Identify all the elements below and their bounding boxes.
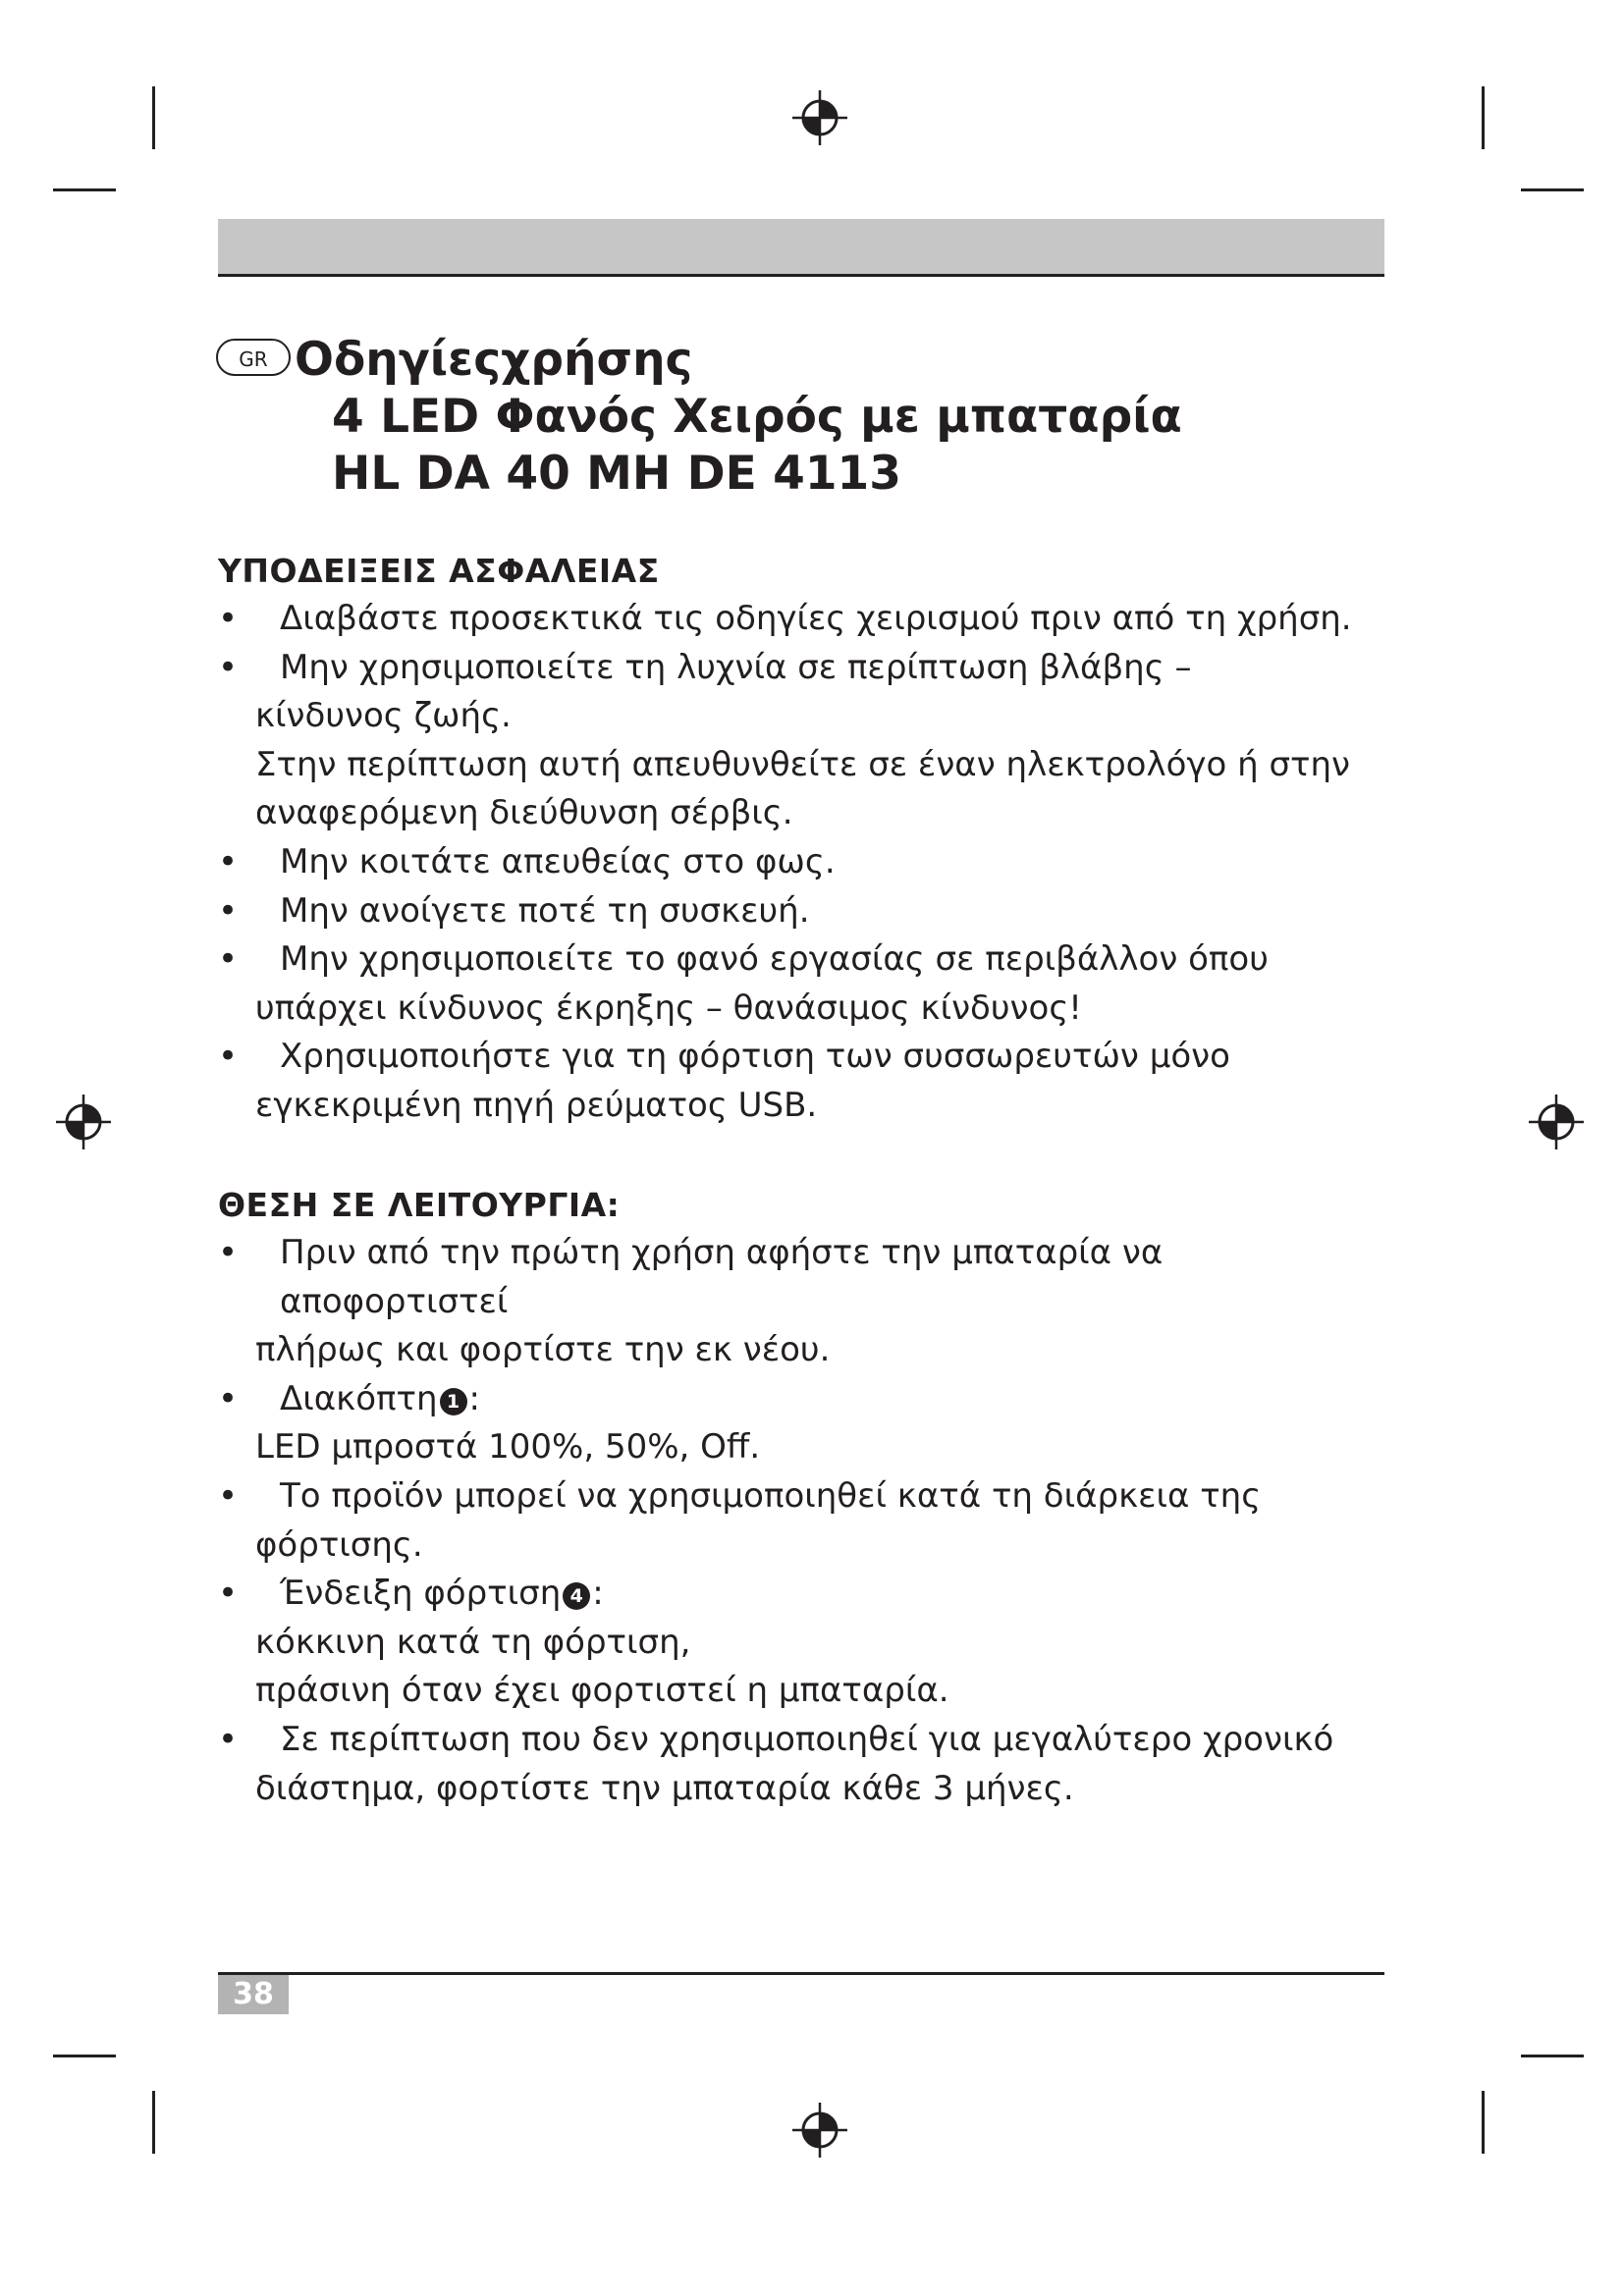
- safety-section: [218, 548, 1396, 1131]
- list-item-text: [255, 1716, 1396, 1765]
- title-line-1: [216, 332, 1394, 389]
- list-item: [218, 644, 1396, 838]
- list-item: [218, 838, 1396, 887]
- item-suffix: :: [468, 1378, 480, 1418]
- crop-mark-bottom-right-horizontal: [1521, 2055, 1584, 2057]
- item-continuation-line: αναφερόμενη διεύθυνση σέρβις.: [255, 793, 793, 833]
- registration-mark-left-icon: [54, 1093, 113, 1151]
- title-text-1: Οδηγίεςχρήσης: [295, 333, 693, 387]
- item-continuation-line: πλήρως και φορτίστε την εκ νέου.: [255, 1330, 831, 1370]
- operation-list: [218, 1229, 1396, 1813]
- crop-mark-top-right-vertical: [1482, 86, 1485, 149]
- item-main-text: Μην κοιτάτε απευθείας στο φως.: [280, 841, 836, 881]
- item-continuation-line: διάστημα, φορτίστε την μπαταρία κάθε 3 μήνες.: [255, 1768, 1074, 1808]
- crop-mark-top-left-vertical: [152, 86, 155, 149]
- operation-heading: ΘΕΣΗ ΣΕ ΛΕΙΤΟΥΡΓΙΑ:: [218, 1186, 621, 1224]
- item-continuation-line: LED μπροστά 100%, 50%, Off.: [255, 1427, 761, 1468]
- safety-heading: ΥΠΟΔΕΙΞΕΙΣ ΑΣΦΑΛΕΙΑΣ: [218, 552, 660, 590]
- list-item-text: [255, 1570, 1396, 1619]
- crop-mark-bottom-left-horizontal: [53, 2055, 116, 2057]
- item-continuation-line: Στην περίπτωση αυτή απευθυνθείτε σε έναν ηλεκτρολόγο ή στην: [255, 744, 1351, 784]
- list-item: [218, 1570, 1396, 1716]
- list-item-text: [255, 1229, 1396, 1326]
- bullet-icon: •: [218, 841, 239, 881]
- list-item: [218, 595, 1396, 644]
- registration-mark-right-icon: [1527, 1093, 1586, 1151]
- bullet-icon: •: [218, 1574, 239, 1614]
- item-main-text: Το προϊόν μπορεί να χρησιμοποιηθεί κατά τη διάρκεια της: [280, 1475, 1262, 1516]
- list-item-text: [255, 1033, 1396, 1082]
- item-main-text: Μην ανοίγετε ποτέ τη συσκευή.: [280, 890, 810, 931]
- bullet-icon: •: [218, 1233, 239, 1272]
- crop-mark-bottom-left-vertical: [152, 2091, 155, 2154]
- list-item: [218, 887, 1396, 936]
- item-main-text: Ένδειξη φόρτιση: [280, 1574, 562, 1614]
- title-line-2: 4 LED Φανός Χειρός με μπαταρία: [332, 390, 1182, 444]
- bullet-icon: •: [218, 890, 239, 931]
- title-line-3: HL DA 40 MH DE 4113: [332, 447, 901, 501]
- list-item-text: [255, 1472, 1396, 1522]
- item-continuation-line: υπάρχει κίνδυνος έκρηξης – θανάσιμος κίνδυνος!: [255, 988, 1082, 1028]
- safety-list: [218, 595, 1396, 1131]
- item-main-text: Διακόπτη: [280, 1378, 438, 1418]
- bullet-icon: •: [218, 599, 239, 638]
- list-item: [218, 1375, 1396, 1472]
- operation-section: [218, 1182, 1396, 1813]
- list-item-text: [255, 838, 1396, 887]
- header-band: [218, 219, 1384, 277]
- crop-mark-top-left-horizontal: [53, 188, 116, 191]
- list-item: [218, 1033, 1396, 1130]
- item-continuation-line: φόρτισης.: [255, 1524, 423, 1565]
- callout-number-icon: 4: [563, 1582, 590, 1610]
- registration-mark-bottom-icon: [790, 2101, 849, 2160]
- item-suffix: :: [592, 1574, 604, 1614]
- footer-rule: [218, 1972, 1384, 1975]
- item-main-text: Χρησιμοποιήστε για τη φόρτιση των συσσωρευτών μόνο: [280, 1037, 1230, 1077]
- item-main-text: Μην χρησιμοποιείτε τη λυχνία σε περίπτωση βλάβης –: [280, 647, 1192, 687]
- document-title: [216, 332, 1394, 503]
- list-item: [218, 1472, 1396, 1570]
- bullet-icon: •: [218, 939, 239, 980]
- language-badge: GR: [216, 339, 291, 376]
- callout-number-icon: 1: [440, 1388, 467, 1415]
- item-main-text: Διαβάστε προσεκτικά τις οδηγίες χειρισμού πριν από τη χρήση.: [280, 599, 1352, 638]
- crop-mark-top-right-horizontal: [1521, 188, 1584, 191]
- item-main-text: Πριν από την πρώτη χρήση αφήστε την μπαταρία να αποφορτιστεί: [280, 1233, 1164, 1321]
- item-continuation-line: κόκκινη κατά τη φόρτιση,: [255, 1622, 691, 1662]
- page-number: 38: [218, 1975, 289, 2014]
- bullet-icon: •: [218, 1475, 239, 1516]
- bullet-icon: •: [218, 1037, 239, 1077]
- item-main-text: Μην χρησιμοποιείτε το φανό εργασίας σε περιβάλλον όπου: [280, 939, 1269, 980]
- item-main-text: Σε περίπτωση που δεν χρησιμοποιηθεί για μεγαλύτερο χρονικό: [280, 1719, 1334, 1759]
- list-item-text: [255, 1375, 1396, 1424]
- item-continuation-line: κίνδυνος ζωής.: [255, 696, 512, 736]
- list-item-text: [255, 887, 1396, 936]
- item-continuation-line: πράσινη όταν έχει φορτιστεί η μπαταρία.: [255, 1671, 949, 1711]
- list-item-text: [255, 644, 1396, 693]
- list-item-text: [255, 935, 1396, 985]
- bullet-icon: •: [218, 1378, 239, 1418]
- registration-mark-top-icon: [790, 88, 849, 147]
- crop-mark-bottom-right-vertical: [1482, 2091, 1485, 2154]
- list-item-text: [255, 595, 1396, 644]
- list-item: [218, 935, 1396, 1033]
- list-item: [218, 1716, 1396, 1813]
- item-continuation-line: εγκεκριμένη πηγή ρεύματος USB.: [255, 1085, 818, 1125]
- bullet-icon: •: [218, 1719, 239, 1759]
- list-item: [218, 1229, 1396, 1375]
- bullet-icon: •: [218, 647, 239, 687]
